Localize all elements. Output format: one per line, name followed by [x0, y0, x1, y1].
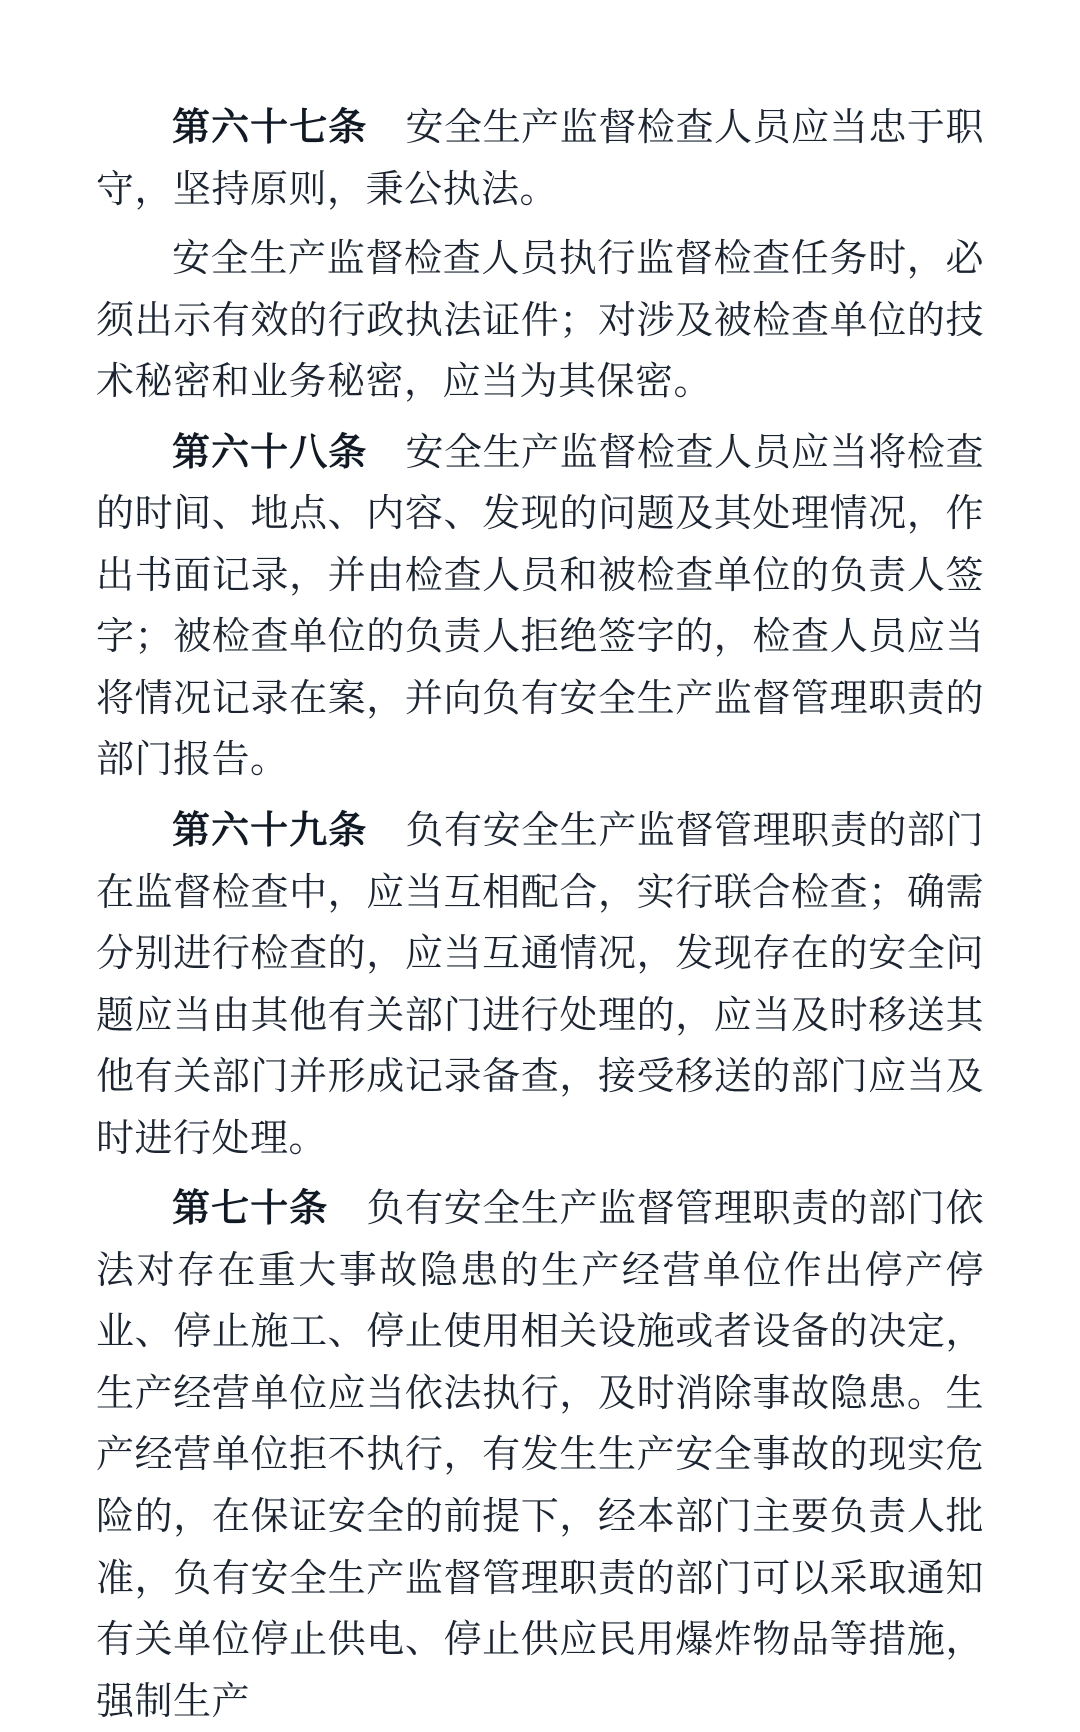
paragraph-article-69 [96, 799, 984, 1169]
article-number-70: 第七十条 [172, 1185, 329, 1231]
article-number-68: 第六十八条 [172, 428, 368, 474]
article-text-70: 负有安全生产监督管理职责的部门依法对存在重大事故隐患的生产经营单位作出停产停业、停止施工、停止使用相关设施或者设备的决定，生产经营单位应当依法执行，及时消除事故隐患。生产经营单位拒不执行，有发生生产安全事故的现实危险的，在保证安全的前提下，经本部门主要负责人批准，负有安全生产监督管理职责的部门可以采取通知有关单位停止供电、停止供应民用爆炸物品等措施，强制生产 [96, 1186, 984, 1723]
article-text-67-second: 安全生产监督检查人员执行监督检查任务时，必须出示有效的行政执法证件；对涉及被检查单位的技术秘密和业务秘密，应当为其保密。 [96, 236, 984, 404]
paragraph-article-67 [96, 96, 984, 220]
paragraph-article-70 [96, 1177, 984, 1732]
paragraph-article-67-second [96, 228, 984, 413]
article-number-67: 第六十七条 [172, 104, 368, 149]
article-number-69: 第六十九条 [172, 807, 368, 853]
document-body [96, 96, 984, 1732]
article-text-69: 负有安全生产监督管理职责的部门在监督检查中，应当互相配合，实行联合检查；确需分别进行检查的，应当互通情况，发现存在的安全问题应当由其他有关部门进行处理的，应当及时移送其他有关部门并形成记录备查，接受移送的部门应当及时进行处理。 [96, 808, 984, 1160]
paragraph-article-68 [96, 421, 984, 791]
article-text-67: 安全生产监督检查人员应当忠于职守，坚持原则，秉公执法。 [96, 105, 984, 211]
article-text-68: 安全生产监督检查人员应当将检查的时间、地点、内容、发现的问题及其处理情况，作出书面记录，并由检查人员和被检查单位的负责人签字；被检查单位的负责人拒绝签字的，检查人员应当将情况记录在案，并向负有安全生产监督管理职责的部门报告。 [96, 429, 984, 782]
